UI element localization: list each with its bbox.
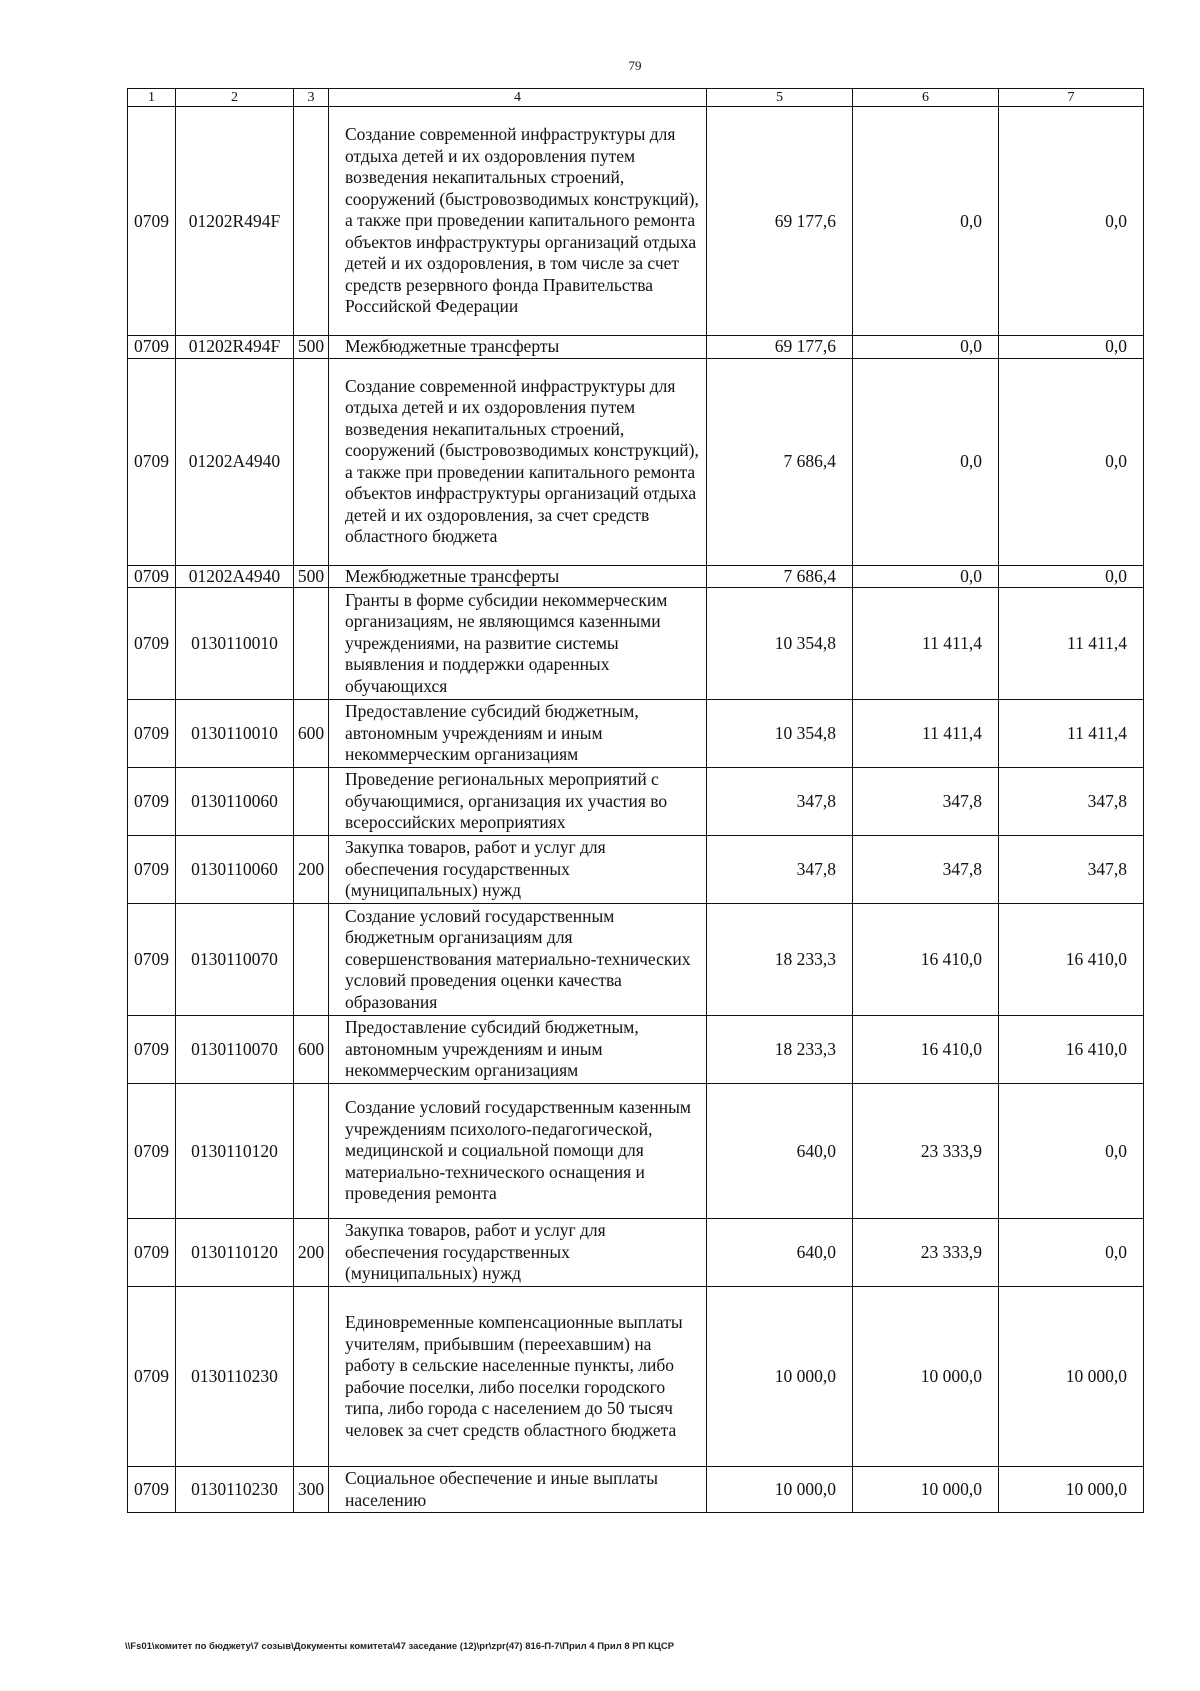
table-row [128, 565, 1144, 588]
expense-type-cell: 500 [294, 336, 329, 359]
target-code-cell: 01202A4940 [176, 565, 294, 588]
target-code-cell: 01202R494F [176, 107, 294, 336]
table-row [128, 768, 1144, 836]
column-header-6: 6 [853, 89, 999, 107]
section-code-cell: 0709 [128, 1219, 176, 1287]
expense-type-cell [294, 358, 329, 565]
table-row [128, 1084, 1144, 1219]
amount-col7-cell: 16 410,0 [999, 1016, 1144, 1084]
amount-col6-cell: 0,0 [853, 107, 999, 336]
amount-col7-cell: 0,0 [999, 358, 1144, 565]
target-code-cell: 0130110070 [176, 1016, 294, 1084]
amount-col5-cell: 10 000,0 [707, 1287, 853, 1467]
amount-col7-cell: 11 411,4 [999, 700, 1144, 768]
target-code-cell: 0130110120 [176, 1084, 294, 1219]
item-name-cell: Социальное обеспечение и иные выплаты населению [329, 1467, 707, 1513]
expense-type-cell: 600 [294, 1016, 329, 1084]
amount-col7-cell: 347,8 [999, 768, 1144, 836]
section-code-cell: 0709 [128, 565, 176, 588]
table-row [128, 107, 1144, 336]
table-row [128, 1219, 1144, 1287]
amount-col6-cell: 347,8 [853, 836, 999, 904]
expense-type-cell [294, 768, 329, 836]
section-code-cell: 0709 [128, 768, 176, 836]
item-name-cell: Создание условий государственным бюджетным организациям для совершенствования материально-технических условий проведения оценки качества образования [329, 904, 707, 1016]
amount-col7-cell: 0,0 [999, 1084, 1144, 1219]
section-code-cell: 0709 [128, 1287, 176, 1467]
table-row [128, 1016, 1144, 1084]
amount-col6-cell: 11 411,4 [853, 588, 999, 700]
amount-col5-cell: 7 686,4 [707, 358, 853, 565]
amount-col6-cell: 0,0 [853, 336, 999, 359]
table-row [128, 1467, 1144, 1513]
amount-col6-cell: 23 333,9 [853, 1219, 999, 1287]
amount-col7-cell: 11 411,4 [999, 588, 1144, 700]
item-name-cell: Создание условий государственным казенным учреждениям психолого-педагогической, медицинской и социальной помощи для материально-технического оснащения и проведения ремонта [329, 1084, 707, 1219]
item-name-cell: Проведение региональных мероприятий с обучающимися, организация их участия во всероссийских мероприятиях [329, 768, 707, 836]
amount-col5-cell: 7 686,4 [707, 565, 853, 588]
amount-col6-cell: 16 410,0 [853, 904, 999, 1016]
expense-type-cell [294, 107, 329, 336]
item-name-cell: Предоставление субсидий бюджетным, автономным учреждениям и иным некоммерческим организациям [329, 1016, 707, 1084]
amount-col7-cell: 0,0 [999, 1219, 1144, 1287]
expense-type-cell [294, 588, 329, 700]
item-name-cell: Закупка товаров, работ и услуг для обеспечения государственных (муниципальных) нужд [329, 836, 707, 904]
column-header-7: 7 [999, 89, 1144, 107]
expense-type-cell: 200 [294, 1219, 329, 1287]
section-code-cell: 0709 [128, 1016, 176, 1084]
amount-col5-cell: 10 354,8 [707, 700, 853, 768]
table-row [128, 836, 1144, 904]
section-code-cell: 0709 [128, 700, 176, 768]
amount-col7-cell: 16 410,0 [999, 904, 1144, 1016]
amount-col7-cell: 0,0 [999, 107, 1144, 336]
item-name-cell: Межбюджетные трансферты [329, 336, 707, 359]
target-code-cell: 01202R494F [176, 336, 294, 359]
amount-col6-cell: 10 000,0 [853, 1467, 999, 1513]
section-code-cell: 0709 [128, 336, 176, 359]
target-code-cell: 0130110010 [176, 700, 294, 768]
expense-type-cell: 500 [294, 565, 329, 588]
amount-col7-cell: 347,8 [999, 836, 1144, 904]
column-header-2: 2 [176, 89, 294, 107]
expense-type-cell: 600 [294, 700, 329, 768]
table-row [128, 336, 1144, 359]
page-number: 79 [628, 58, 642, 73]
section-code-cell: 0709 [128, 1084, 176, 1219]
amount-col5-cell: 640,0 [707, 1084, 853, 1219]
section-code-cell: 0709 [128, 1467, 176, 1513]
table-row [128, 904, 1144, 1016]
expense-type-cell [294, 904, 329, 1016]
section-code-cell: 0709 [128, 358, 176, 565]
target-code-cell: 01202A4940 [176, 358, 294, 565]
table-row [128, 588, 1144, 700]
header-row [128, 89, 1144, 107]
amount-col5-cell: 10 354,8 [707, 588, 853, 700]
item-name-cell: Создание современной инфраструктуры для отдыха детей и их оздоровления путем возведения некапитальных строений, сооружений (быстровозводимых конструкций), а также при проведении капитального ремонта объектов инфраструктуры организаций отдыха детей и их оздоровления, в том числе за счет средств резервного фонда Правительства Российской Федерации [329, 107, 707, 336]
table-row [128, 1287, 1144, 1467]
item-name-cell: Создание современной инфраструктуры для отдыха детей и их оздоровления путем возведения некапитальных строений, сооружений (быстровозводимых конструкций), а также при проведении капитального ремонта объектов инфраструктуры организаций отдыха детей и их оздоровления, за счет средств областного бюджета [329, 358, 707, 565]
column-header-5: 5 [707, 89, 853, 107]
target-code-cell: 0130110060 [176, 836, 294, 904]
amount-col5-cell: 18 233,3 [707, 1016, 853, 1084]
table-row [128, 358, 1144, 565]
item-name-cell: Гранты в форме субсидии некоммерческим организациям, не являющимся казенными учреждениями, на развитие системы выявления и поддержки одаренных обучающихся [329, 588, 707, 700]
expense-type-cell [294, 1287, 329, 1467]
amount-col6-cell: 347,8 [853, 768, 999, 836]
target-code-cell: 0130110230 [176, 1467, 294, 1513]
amount-col6-cell: 11 411,4 [853, 700, 999, 768]
target-code-cell: 0130110070 [176, 904, 294, 1016]
expense-type-cell [294, 1084, 329, 1219]
item-name-cell: Межбюджетные трансферты [329, 565, 707, 588]
item-name-cell: Закупка товаров, работ и услуг для обеспечения государственных (муниципальных) нужд [329, 1219, 707, 1287]
amount-col5-cell: 10 000,0 [707, 1467, 853, 1513]
amount-col5-cell: 640,0 [707, 1219, 853, 1287]
amount-col7-cell: 0,0 [999, 336, 1144, 359]
amount-col7-cell: 0,0 [999, 565, 1144, 588]
amount-col5-cell: 347,8 [707, 836, 853, 904]
amount-col7-cell: 10 000,0 [999, 1467, 1144, 1513]
column-header-1: 1 [128, 89, 176, 107]
column-header-4: 4 [329, 89, 707, 107]
target-code-cell: 0130110010 [176, 588, 294, 700]
amount-col6-cell: 10 000,0 [853, 1287, 999, 1467]
item-name-cell: Единовременные компенсационные выплаты учителям, прибывшим (переехавшим) на работу в сельские населенные пункты, либо рабочие поселки, либо поселки городского типа, либо города с населением до 50 тысяч человек за счет средств областного бюджета [329, 1287, 707, 1467]
section-code-cell: 0709 [128, 836, 176, 904]
amount-col5-cell: 69 177,6 [707, 107, 853, 336]
amount-col6-cell: 23 333,9 [853, 1084, 999, 1219]
item-name-cell: Предоставление субсидий бюджетным, автономным учреждениям и иным некоммерческим организациям [329, 700, 707, 768]
amount-col5-cell: 18 233,3 [707, 904, 853, 1016]
footer-file-path: \\Fs01\комитет по бюджету\7 созыв\Документы комитета\47 заседание (12)\pr\zpr(47) 816-П-7\Прил 4 Прил 8 РП КЦСР [125, 1641, 675, 1652]
amount-col6-cell: 0,0 [853, 358, 999, 565]
amount-col6-cell: 0,0 [853, 565, 999, 588]
amount-col6-cell: 16 410,0 [853, 1016, 999, 1084]
budget-table [127, 88, 1144, 1513]
target-code-cell: 0130110060 [176, 768, 294, 836]
target-code-cell: 0130110230 [176, 1287, 294, 1467]
amount-col5-cell: 69 177,6 [707, 336, 853, 359]
table-row [128, 700, 1144, 768]
target-code-cell: 0130110120 [176, 1219, 294, 1287]
column-header-3: 3 [294, 89, 329, 107]
amount-col7-cell: 10 000,0 [999, 1287, 1144, 1467]
expense-type-cell: 200 [294, 836, 329, 904]
amount-col5-cell: 347,8 [707, 768, 853, 836]
section-code-cell: 0709 [128, 904, 176, 1016]
expense-type-cell: 300 [294, 1467, 329, 1513]
section-code-cell: 0709 [128, 588, 176, 700]
section-code-cell: 0709 [128, 107, 176, 336]
